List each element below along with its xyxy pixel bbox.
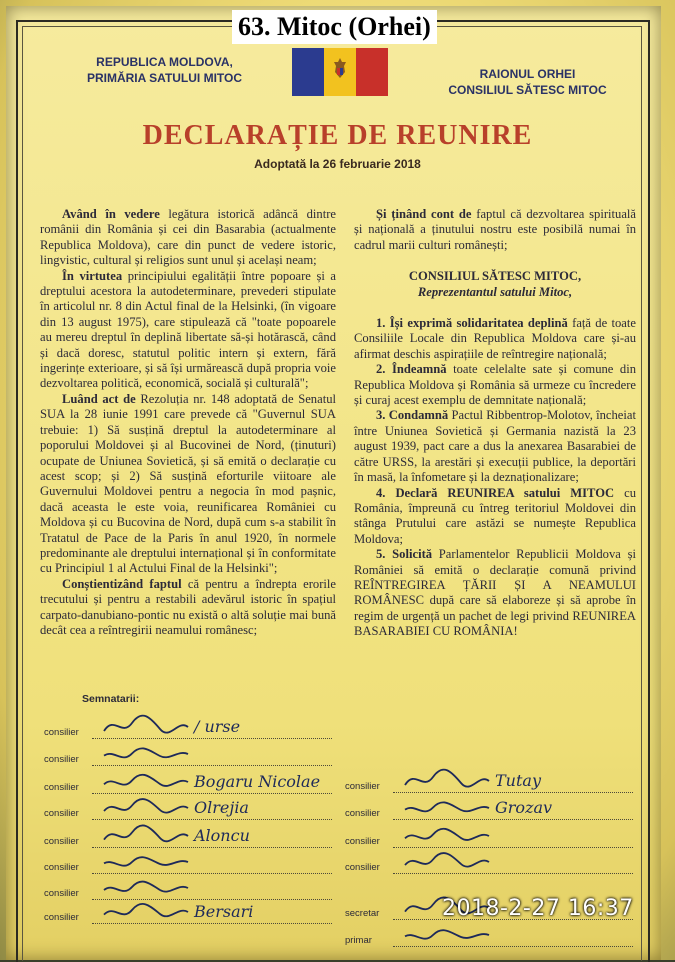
left-signature-scribble-6 (102, 874, 192, 900)
paragraph-4-text: că pentru a îndrepta erorile trecutului și pentru a restabili adevărul istoric în spațiul carpato-danubiano-pontic nu există o altă soluție mai bună decât cea a reîntregirii neamului românesc; (40, 576, 336, 637)
left-signature-scribble-3 (102, 794, 192, 820)
header-right-line2: CONSILIUL SĂTESC MITOC (448, 83, 607, 97)
left-signature-role-2: consilier (44, 782, 79, 793)
header-right (425, 66, 630, 98)
header-right-line1: RAIONUL ORHEI (479, 67, 576, 81)
document-title: DECLARAȚIE DE REUNIRE (142, 120, 533, 151)
article-5 (354, 547, 636, 639)
paragraph-5 (354, 207, 636, 253)
coat-of-arms-icon (332, 56, 348, 84)
right-signature-scribble-5 (403, 921, 493, 947)
left-signature-role-5: consilier (44, 862, 79, 873)
moldova-flag (292, 48, 388, 96)
flag-red-stripe (356, 48, 388, 96)
right-column (354, 207, 636, 640)
left-signature-name-7: Bersari (194, 902, 254, 921)
flag-blue-stripe (292, 48, 324, 96)
right-signature-scribble-2 (403, 822, 493, 848)
article-5-text: Parlamentelor Republicii Moldova și României să emită o declarație comună privind REÎNTREGIREA ȚĂRII ȘI A NEAMULUI ROMÂNESC după care să elaboreze și să aprobe în regim de urgență un pachet de legi privind REUNIREA BASARABIEI CU ROMÂNIA! (354, 547, 636, 639)
right-signature-name-1: Grozav (495, 798, 553, 817)
right-signature-role-0: consilier (345, 781, 380, 792)
signatories-heading: Semnatarii: (82, 693, 140, 705)
header-left-line1: REPUBLICA MOLDOVA, (96, 55, 233, 69)
photo-timestamp: 2018-2-27 16:37 (442, 896, 634, 921)
left-signature-name-3: Olrejia (194, 798, 249, 817)
paragraph-3 (40, 392, 336, 577)
left-signature-scribble-1 (102, 740, 192, 766)
article-4-text: cu România, împreună cu întreg teritoriul Moldovei din stânga Prutului care astăzi se numește Republica Moldova; (354, 485, 636, 546)
left-signature-role-7: consilier (44, 912, 79, 923)
paragraph-2-lead: În virtutea (62, 268, 123, 283)
left-signature-scribble-5 (102, 848, 192, 874)
left-signature-role-1: consilier (44, 754, 79, 765)
article-3-lead: 3. Condamnă (376, 408, 449, 423)
flag-yellow-stripe (324, 48, 356, 96)
header-left-line2: PRIMĂRIA SATULUI MITOC (86, 71, 243, 85)
article-4 (354, 486, 636, 548)
document-subtitle: Adoptată la 26 februarie 2018 (254, 157, 421, 171)
article-2-lead: 2. Îndeamnă (376, 362, 447, 377)
paragraph-1 (40, 207, 336, 269)
article-4-lead: 4. Declară REUNIREA satului MITOC (376, 485, 615, 500)
right-signature-role-3: consilier (345, 862, 380, 873)
left-signature-role-6: consilier (44, 888, 79, 899)
right-signature-role-5: primar (345, 935, 372, 946)
left-signature-role-4: consilier (44, 836, 79, 847)
paragraph-1-text: legătura istorică adâncă dintre românii din România și cei din Basarabia (actualmente Republica Moldova), care din punct de vedere istoric, lingvistic, cultural și religios sunt unul și același neam; (40, 207, 336, 268)
article-1 (354, 316, 636, 362)
left-signature-scribble-0 (102, 713, 192, 739)
council-representative: Reprezentantul satului Mitoc, (417, 284, 573, 299)
paragraph-2 (40, 269, 336, 392)
left-signature-name-2: Bogaru Nicolae (194, 772, 321, 791)
paragraph-1-lead: Având în vedere (62, 207, 160, 221)
article-1-text: față de toate Consiliile Locale din Republica Moldova care și-au afirmat deschis aspirațiile de reîntregire națională; (354, 316, 636, 361)
right-signature-role-1: consilier (345, 808, 380, 819)
left-signature-role-0: consilier (44, 727, 79, 738)
article-2 (354, 362, 636, 408)
left-signature-name-4: Aloncu (194, 826, 250, 845)
right-signature-role-4: secretar (345, 908, 380, 919)
paragraph-4-lead: Conștientizând faptul (62, 576, 182, 591)
left-signature-scribble-7 (102, 898, 192, 924)
right-signature-scribble-1 (403, 794, 493, 820)
article-1-lead: 1. Își exprimă solidaritatea deplină (376, 316, 568, 331)
paragraph-3-text: Rezoluția nr. 148 adoptată de Senatul SUA la 28 iunie 1991 care prevede că "Guvernul SUA trebuie: 1) Să susțină dreptul la autodeterminare al poporului Moldovei și al Bucovinei de Nord, (ținuturi) ocupate de Uniunea Sovietică, și să emită o declarație cu acest scop; și 2) Să susțină eforturile viitoare ale Guvernului Moldovei pentru a negocia în mod pașnic, dacă aceasta le este voia, reunificarea României cu Moldova și cu Bucovina de Nord, după cum s-a stabilit în Tratatul de Pace de la Paris în anul 1920, în normele predominante ale dreptului internațional și în conformitate cu Principiul 1 al Actului Final de la Helsinki"; (40, 391, 336, 576)
article-3-text: Pactul Ribbentrop-Molotov, încheiat între Uniunea Sovietică și Germania nazistă la 23 august 1939, pact care a dus la anexarea Basarabiei de către URSS, la arestări și execuții publice, la deportări în masă, la înfometare și la deznaționalizare; (354, 408, 636, 485)
header-left (62, 54, 267, 86)
right-signature-scribble-3 (403, 848, 493, 874)
council-name: CONSILIUL SĂTESC MITOC, (408, 269, 582, 284)
paragraph-3-lead: Luând act de (62, 391, 136, 406)
article-2-text: toate celelalte sate și comune din Republica Moldova și România să urmeze cu încredere și curaj acest exemplu de demnitate națională; (354, 362, 637, 408)
right-signature-role-2: consilier (345, 836, 380, 847)
image-caption: 63. Mitoc (Orhei) (232, 10, 437, 44)
article-3 (354, 408, 636, 485)
left-signature-scribble-2 (102, 768, 192, 794)
right-signature-name-0: Tutay (495, 771, 541, 790)
paragraph-2-text: principiului egalității între popoare și a dreptului acestora la autodeterminare, prevederi stipulate în articolul nr. 8 din Actul final de la Helsinki, (în vigoare din 13 august 1975), care stipulează că "toate popoarele au mereu dreptul în deplină libertate să-și hotărască, când și dacă doresc, statutul politic intern și extern, fără ingerințe exterioare, și să își urmărească după propria voie dezvoltarea politică, economică, socială și culturală"; (40, 268, 337, 391)
paragraph-4 (40, 577, 336, 639)
paragraph-5-lead: Și ținând cont de (376, 207, 472, 221)
paragraph-5-text: faptul că dezvoltarea spirituală și națională a ținutului nostru este posibilă numai în cadrul marii culturi românești; (354, 207, 636, 252)
left-signature-role-3: consilier (44, 808, 79, 819)
left-signature-name-0: / urse (194, 717, 241, 736)
article-5-lead: 5. Solicită (376, 547, 433, 562)
right-signature-scribble-0 (403, 767, 493, 793)
left-signature-scribble-4 (102, 822, 192, 848)
left-column (40, 207, 336, 638)
